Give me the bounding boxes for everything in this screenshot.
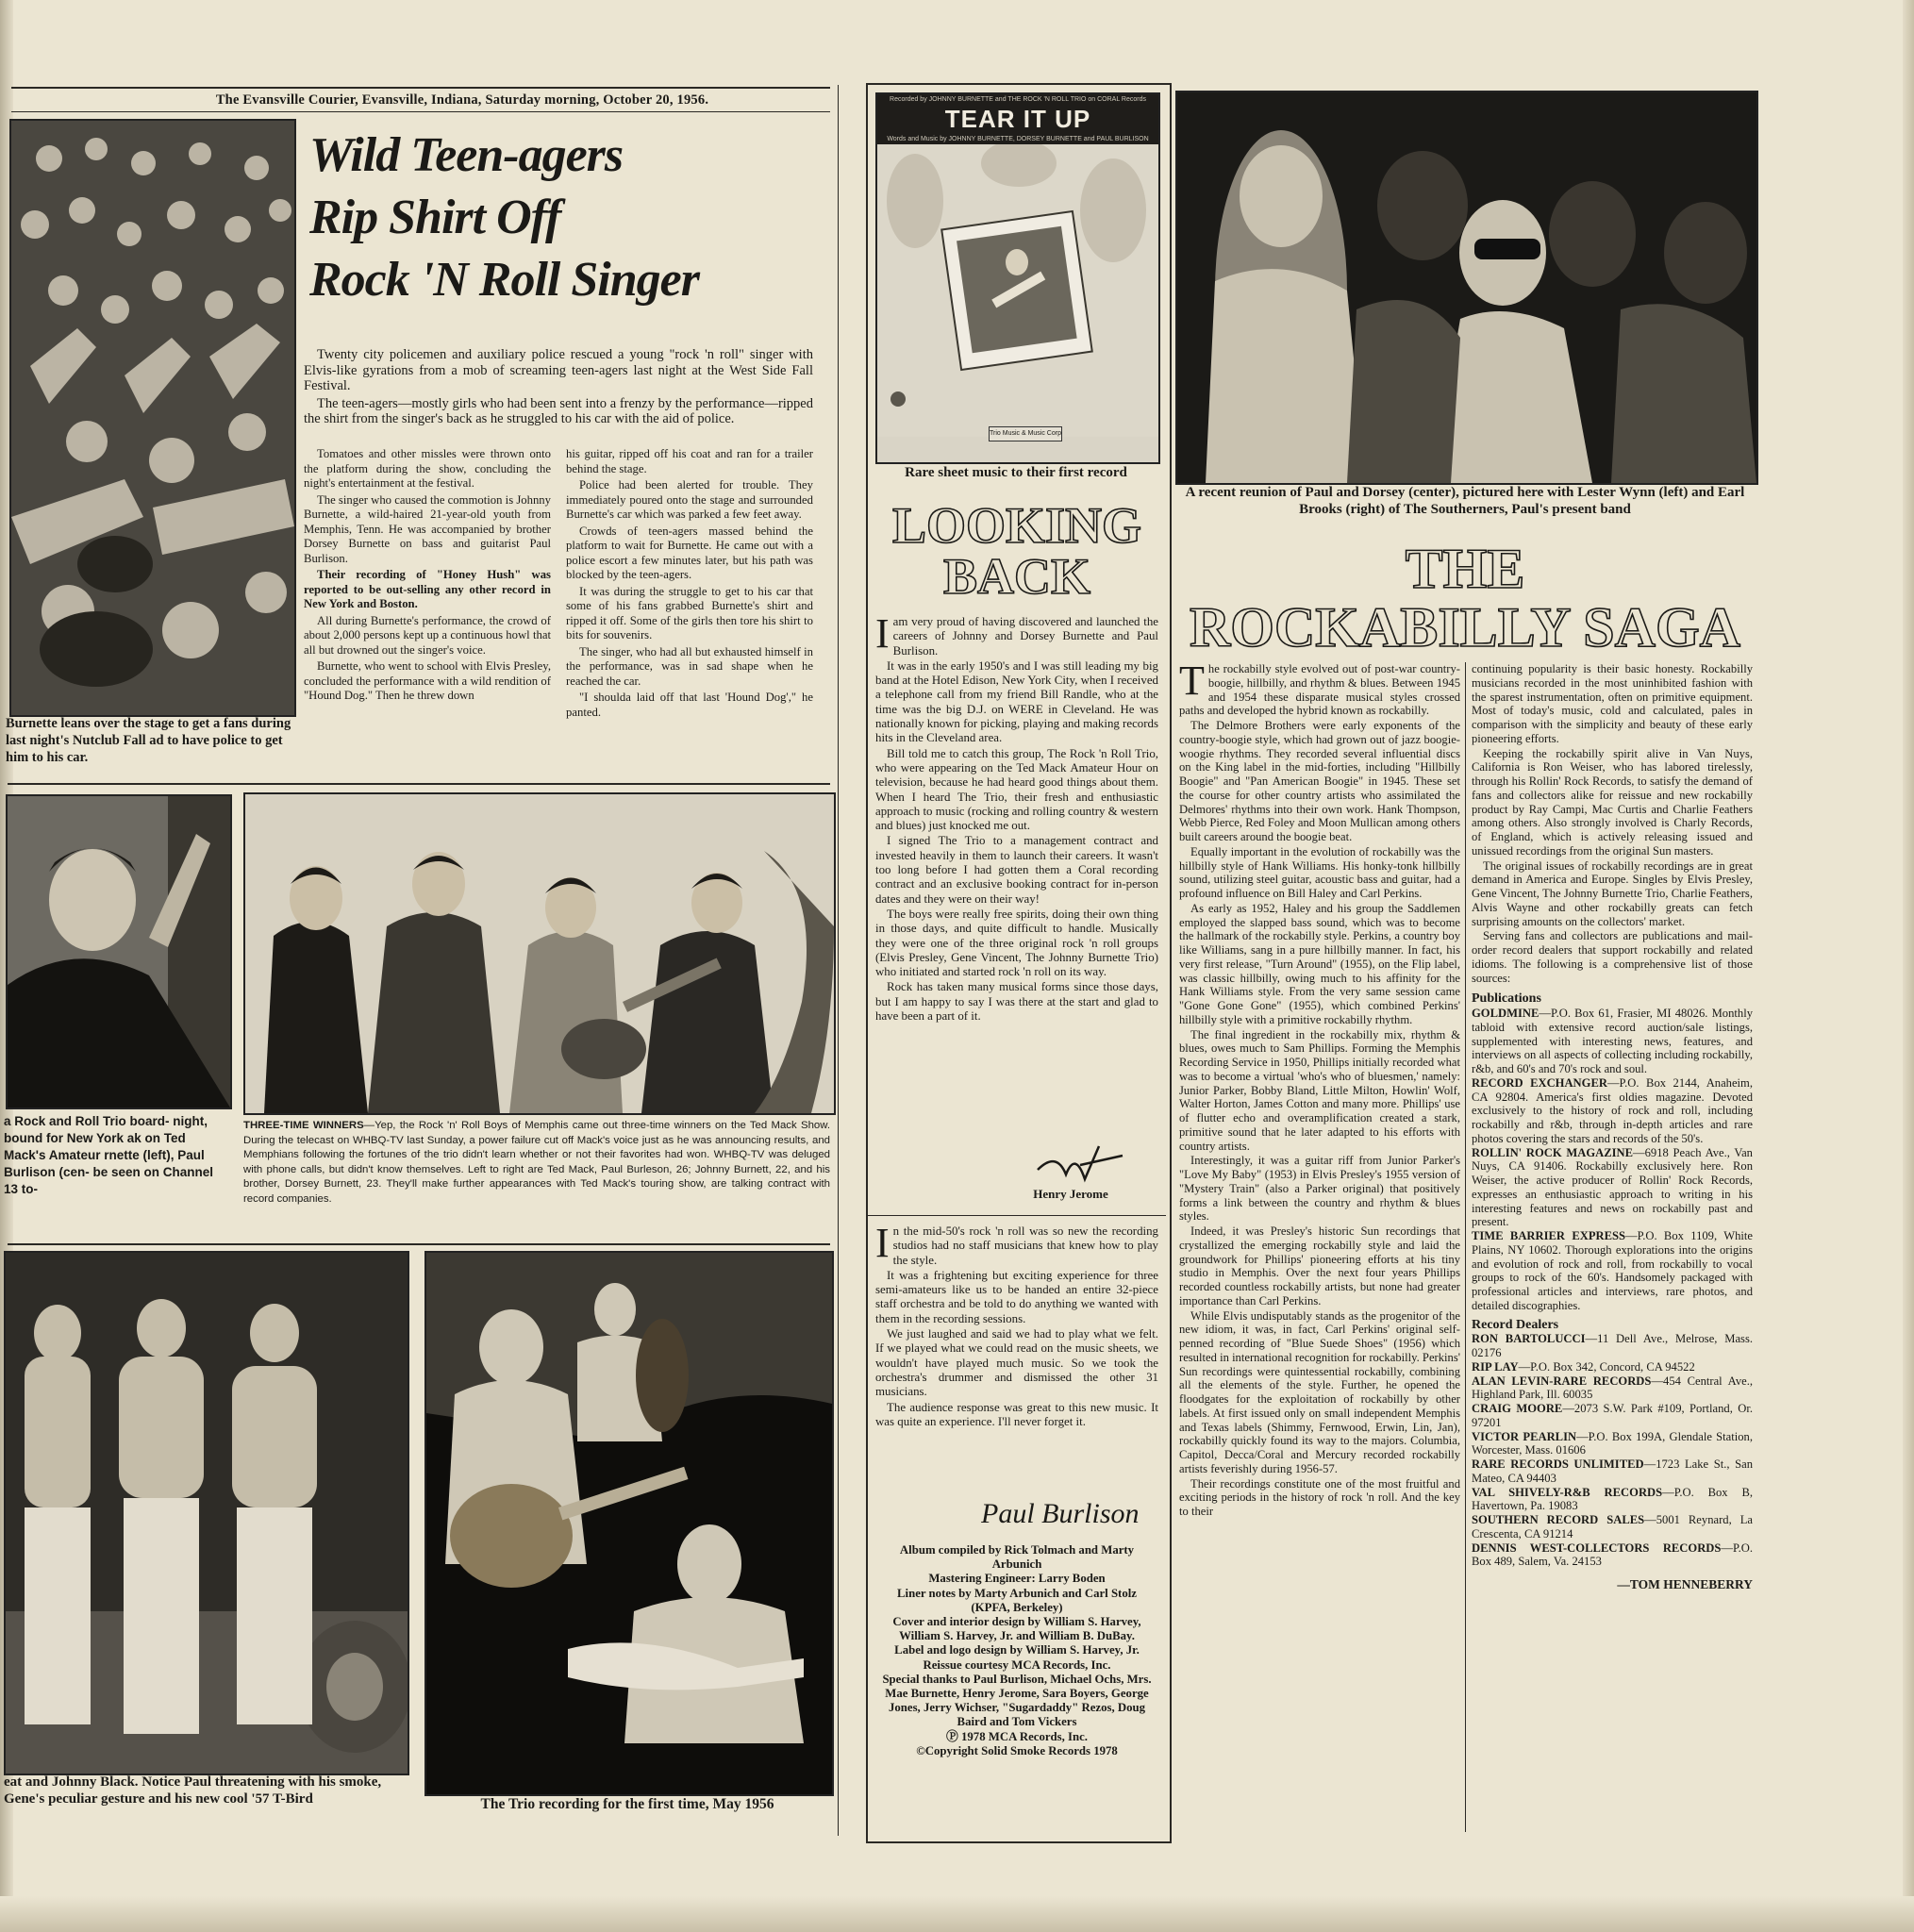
dealer-item: [1472, 1513, 1753, 1541]
column-rule: [1465, 662, 1466, 1832]
sheet-music-header: [877, 94, 1158, 144]
dealer-text: —P.O. Box 199A, Glendale Station, Worcester, Mass. 01606: [1472, 1429, 1753, 1457]
credit-line: Mastering Engineer: Larry Boden: [928, 1572, 1106, 1586]
dealer-item: [1472, 1457, 1753, 1486]
dealer-name: SOUTHERN RECORD SALES: [1472, 1513, 1645, 1526]
dealer-text: —11 Dell Ave., Melrose, Mass. 02176: [1472, 1332, 1753, 1359]
saga-paragraph: Serving fans and collectors are publications and mail-order record dealers that support rockabilly and related idioms. The following is a comprehensive list of those sources:: [1472, 929, 1753, 985]
section-rule: [8, 1243, 830, 1245]
article-col-1: [304, 447, 551, 796]
dealer-text: —P.O. Box 489, Salem, Va. 24153: [1472, 1541, 1753, 1569]
publication-item: [1472, 1146, 1753, 1230]
credit-line: Ⓟ 1978 MCA Records, Inc.: [946, 1729, 1088, 1743]
sheet-music-cover: [875, 92, 1160, 464]
crowd-caption: Burnette leans over the stage to get a fans during last night's Nutclub Fall ad to have police to get him to his car.: [6, 716, 291, 765]
saga-paragraph: The final ingredient in the rockabilly mix, rhythm & blues, owes much to Sam Phillips. Forming the Memphis Recording Service in 1950, Phillips initially recorded what was to become a virtual 'who's who of bluesmen,' namely: Junior Parker, Bobby Bland, Little Milton, Howlin' Wolf, Walter Horton, James Cotton and many more. Phillips' use of flutter echo and overamplification created a stark, primitive sound that he later adapted to his efforts with country artists.: [1179, 1027, 1460, 1153]
dealer-item: [1472, 1360, 1753, 1374]
dealer-text: —1723 Lake St., San Mateo, CA 94403: [1472, 1457, 1753, 1485]
credit-line: Liner notes by Marty Arbunich and Carl Stolz: [897, 1586, 1137, 1600]
trio-board-caption: a Rock and Roll Trio board- night, bound for New York ak on Ted Mack's Amateur rnette (left), Paul Burlison (cen- be seen on Channel 13 to-: [4, 1114, 214, 1196]
credit-line: ©Copyright Solid Smoke Records 1978: [916, 1743, 1118, 1757]
publication-item: [1472, 1229, 1753, 1313]
saga-paragraph: The original issues of rockabilly recordings are in great demand in America and Europe. Singles by Elvis Presley, Gene Vincent, The Johnny Burnette Trio, Charlie Feathers, Alvis Wayne and other rockabilly greats can fetch surprising amounts on the collectors' market.: [1472, 858, 1753, 928]
trio-board-photo: [6, 794, 232, 1109]
article-paragraph: All during Burnette's performance, the crowd of about 2,000 persons kept up a continuous howl that all but drowned out the singer's voice.: [304, 613, 551, 657]
henry-jerome-signature: [1028, 1141, 1132, 1189]
dealer-item: [1472, 1332, 1753, 1360]
saga-paragraph: Indeed, it was Presley's historic Sun recordings that crystallized the emerging rockabilly style and laid the groundwork for Phillips' pioneering efforts at his tiny studio in Memphis. Over the next four years Phillips recorded countless rockabilly artists, but none had greater importance than Carl Perkins.: [1179, 1224, 1460, 1307]
credit-line: Album compiled by Rick Tolmach and Marty Arbunich: [899, 1543, 1135, 1572]
dealer-name: RARE RECORDS UNLIMITED: [1472, 1457, 1644, 1471]
looking-back-paragraph: We just laughed and said we had to play what we felt. If we played what we could read on the music sheets, we wouldn't have played much music. So we took the orchestra's drummer and dismissed the other 31 musicians.: [875, 1327, 1158, 1399]
looking-back-paragraph: It was in the early 1950's and I was still leading my big band at the Hotel Edison, New York City, when I received a telephone call from my friend Bill Randle, who at the time was the big D.J. on WERE in Cleveland. He was nationally known for picking, playing and making records hits in the Cleveland area.: [875, 658, 1158, 745]
dealer-item: [1472, 1486, 1753, 1514]
saga-author: —TOM HENNEBERRY: [1617, 1577, 1753, 1591]
publication-item: [1472, 1076, 1753, 1146]
title-line: THE: [1405, 540, 1525, 600]
article-paragraph: Their recording of "Honey Hush" was reported to be out-selling any other record in New York and Boston.: [304, 568, 551, 610]
caption-body: —Yep, the Rock 'n' Roll Boys of Memphis came out three-time winners on the Ted Mack Show. During the telecast on WHBQ-TV last Sunday, a power failure cut off Mack's voice just as he was announcing results, and Memphians following the fortunes of the trio didn't learn whether or not their favorites had won. WHBQ-TV was deluged with phone calls, but didn't know themselves. Left to right are Ted Mack, Paul Burleson, 26; Johnny Burnett, 22, and his brother, Dorsey Burnett, 23. They'll make further appearances with Ted Mack's touring show, are talking contract with record companies.: [243, 1120, 830, 1205]
three-time-winners-caption: [243, 1119, 830, 1213]
lead-paragraph: Twenty city policemen and auxiliary police rescued a young "rock 'n roll" singer with Elvis-like gyrations from a mob of screaming teen-agers last night at the West Side Fall Festival.: [304, 347, 813, 393]
publication-text: —P.O. Box 61, Frasier, MI 48026. Monthly tabloid with extensive record auction/sale listings, supplemented with interesting news, features, and interviews on all aspects of collecting including rockabilly, r&b, and 60's and 70's rock and soul.: [1472, 1007, 1753, 1075]
dealer-text: —P.O. Box 342, Concord, CA 94522: [1518, 1359, 1695, 1374]
section-rule: [8, 783, 830, 785]
newspaper-masthead: The Evansville Courier, Evansville, Indiana, Saturday morning, October 20, 1956.: [215, 92, 709, 108]
dealer-text: —P.O. Box B, Havertown, Pa. 19083: [1472, 1485, 1753, 1513]
crowd-photo: [9, 119, 296, 717]
panel-rule: [868, 1215, 1166, 1216]
shirtless-photo: [4, 1251, 409, 1775]
publication-item: [1472, 1007, 1753, 1076]
looking-back-paragraph: The boys were really free spirits, doing their own thing in those days, and quite difficult to handle. Musically they were one of the three original rock 'n roll groups (Elvis Presley, Gene Vincent, The Johnny Burnette Trio) who initiated and started rock 'n roll on its way.: [875, 907, 1158, 979]
sheet-music-publisher: Trio Music & Music Corp: [989, 426, 1062, 441]
masthead-rule-lower: [11, 111, 830, 112]
dealer-item: [1472, 1430, 1753, 1458]
dealer-name: VAL SHIVELY-R&B RECORDS: [1472, 1485, 1663, 1499]
saga-paragraph: As early as 1952, Haley and his group the Saddlemen employed the slapped bass sound, which was to become the hallmark of the rockabilly style. Perkins, a country boy like Williams, sang in a pure hillbilly manner. In fact, his very first release, "Turn Around" (1955), on the Flip label, was classic hillbilly, owing much to his affinity for the Hank Williams style. From the very same session came "Gone Gone Gone" (1955), which combined Perkins' hillbilly style with a primitive rockabilly rhythm.: [1179, 901, 1460, 1026]
saga-paragraph: Their recordings constitute one of the most fruitful and exciting periods in the history of rock 'n roll. And the key to their: [1179, 1476, 1460, 1518]
headline-line-3: Rock 'N Roll Singer: [309, 253, 699, 307]
publication-text: —P.O. Box 1109, White Plains, NY 10602. Thorough explorations into the origins and evolution of rock and roll, from rockabilly to vocal groups to rock of the 60's. Handsomely packaged with professional articles and interviews, rare photos, and detailed discographies.: [1472, 1229, 1753, 1312]
dealer-text: —454 Central Ave., Highland Park, Ill. 60035: [1472, 1374, 1753, 1402]
saga-column-2: [1472, 662, 1753, 1838]
looking-back-paragraph: It was a frightening but exciting experience for three semi-amateurs like us to be handed an entire 32-piece staff orchestra and be told to do anything we wanted with them in the recording sessions.: [875, 1268, 1158, 1325]
article-col-2: [566, 447, 813, 796]
dealer-name: ALAN LEVIN-RARE RECORDS: [1472, 1374, 1652, 1388]
sleeve-edge: [1903, 0, 1914, 1932]
ted-mack-photo: [243, 792, 836, 1115]
credit-line: Special thanks to Paul Burlison, Michael Ochs, Mrs. Mae Burnette, Henry Jerome, Sara Boyers, George Jones, Jerry Wichser, "Sugardaddy" Rezos, Doug Baird and Tom Vickers: [882, 1672, 1152, 1729]
sheet-music-photo: [877, 144, 1158, 437]
rockabilly-saga-title: [1175, 540, 1755, 658]
looking-back-paragraph: I signed The Trio to a management contract and invested heavily in them to launch their careers. It wasn't too long before I had gotten them a Coral recording contract and an exclusive booking contract for in-person dates and they were on their way!: [875, 834, 1158, 906]
dealer-item: [1472, 1374, 1753, 1403]
headline-line-1: Wild Teen-agers: [309, 128, 624, 182]
dealer-item: [1472, 1541, 1753, 1570]
looking-back-paragraph: The audience response was great to this new music. It was quite an experience. I'll never forget it.: [875, 1400, 1158, 1428]
dealer-name: DENNIS WEST-COLLECTORS RECORDS: [1472, 1541, 1722, 1555]
caption-heading: THREE-TIME WINNERS: [243, 1120, 364, 1131]
title-line: BACK: [942, 548, 1090, 605]
article-paragraph: The singer, who had all but exhausted himself in the performance, was in sad shape when he reached the car.: [566, 644, 813, 688]
credit-line: Label and logo design by William S. Harvey, Jr.: [894, 1643, 1140, 1657]
saga-paragraph: While Elvis undisputably stands as the progenitor of the new idiom, it was, in fact, Carl Perkins' original self-penned recording of "Blue Suede Shoes" (1956) which resulted in international recognition for rockabilly. Perkins' Sun recordings were quintessential rockabilly, combining all the elements of the style. Further, he opened the floodgates for the exploitation of rockabilly by other labels. At first issued only on small independent Memphis and Texas labels (Shimmy, Fernwood, Erwin, Lin, Jan), rockabilly quickly found its way to the majors. Columbia, Capitol, Decca/Coral and Mercury recorded rockabilly artists feverishly during 1956-57.: [1179, 1308, 1460, 1475]
sleeve-bottom-edge: [0, 1896, 1914, 1932]
paul-burlison-text: [875, 1224, 1158, 1498]
publication-name: GOLDMINE: [1472, 1007, 1540, 1020]
article-paragraph: The singer who caused the commotion is Johnny Burnette, a wild-haired 21-year-old youth from Memphis, Tenn. He was accompanied by brother Dorsey Burnette on bass and guitarist Paul Burlison.: [304, 492, 551, 565]
publication-text: —6918 Peach Ave., Van Nuys, CA 91406. Rockabilly exclusively here. Ron Weiser, the active producer of Rollin' Rock Records, expresses an enthusiastic approach to writing in his interesting features and news on rockabilly past and present.: [1472, 1145, 1753, 1229]
publication-name: RECORD EXCHANGER: [1472, 1075, 1607, 1090]
article-paragraph: Burnette, who went to school with Elvis Presley, concluded the performance with a wild rendition of "Hound Dog." Then he threw down: [304, 659, 551, 702]
sheet-music-credit: Recorded by JOHNNY BURNETTE and THE ROCK 'N ROLL TRIO on CORAL Records: [890, 96, 1146, 103]
column-rule: [838, 85, 839, 1836]
saga-paragraph: The Delmore Brothers were early exponents of the country-boogie style, which had grown out of jazz boogie-woogie rhythms. They recorded several influential discs on the King label in the mid-forties, including "Hillbilly Boogie" and "Pan American Boogie" in 1945. These set the course for other country artists who assimilated the Delmores' rhythms into their own work. Hank Thompson, Webb Pierce, Red Foley and Moon Mullican among others built careers around the boogie beat.: [1179, 719, 1460, 843]
lead-paragraph: The teen-agers—mostly girls who had been sent into a frenzy by the performance—ripped the shirt from the singer's back as he struggled to his car with the aid of police.: [304, 395, 813, 426]
album-credits: [875, 1543, 1158, 1838]
saga-paragraph: Interestingly, it was a guitar riff from Junior Parker's "Love My Baby" (1953) in Elvis Presley's 1955 version of "Mystery Train" (also a Parker original) that positively forms a link between the country and rhythm & blues styles.: [1179, 1154, 1460, 1224]
looking-back-paragraph: Rock has taken many musical forms since those days, but I am happy to say I was there at the start and glad to have been a part of it.: [875, 980, 1158, 1024]
headline: [309, 125, 838, 311]
article-paragraph: Police had been alerted for trouble. They immediately poured onto the stage and surrounded Burnette's car which was parked a few feet away.: [566, 478, 813, 521]
headline-line-2: Rip Shirt Off: [309, 191, 561, 244]
credit-line: (KPFA, Berkeley): [971, 1600, 1063, 1614]
looking-back-paragraph: In the mid-50's rock 'n roll was so new the recording studios had no staff musicians that knew how to play the style.: [875, 1224, 1158, 1267]
saga-paragraph: Equally important in the evolution of rockabilly was the hillbilly style of Hank Williams. His honky-tonk hillbilly sound, utilizing steel guitar, acoustic bass and guitar, had a profound influence on Bill Haley and Carl Perkins.: [1179, 844, 1460, 900]
recording-session-photo: [424, 1251, 834, 1796]
saga-paragraph: The rockabilly style evolved out of post-war country-boogie, hillbilly, and rhythm & blues. Between 1945 and 1954 these disparate musical styles crossed paths and developed the hybrid known as rockabilly.: [1179, 662, 1460, 718]
henry-jerome-text: [875, 615, 1158, 1143]
title-line: ROCKABILLY SAGA: [1189, 596, 1741, 658]
article-lead: [304, 347, 813, 438]
saga-column-1: [1179, 662, 1460, 1838]
publication-name: TIME BARRIER EXPRESS: [1472, 1229, 1626, 1242]
article-paragraph: Crowds of teen-agers massed behind the platform to wait for Burnette. He came out with a police escort a few minutes later, but his path was blocked by the teen-agers.: [566, 524, 813, 581]
saga-paragraph: Keeping the rockabilly spirit alive in Van Nuys, California is Ron Weiser, who has labored tirelessly, through his Rollin' Rock Records, to satisfy the demand of fans and collectors alike for reissue and new rockabilly product by Ray Campi, Mac Curtis and Charlie Feathers among others. Also strongly involved is Charly Records, of England, which is actively releasing issued and unissued recordings from the original Sun masters.: [1472, 746, 1753, 858]
publication-text: —P.O. Box 2144, Anaheim, CA 92804. America's first oldies magazine. Devoted exclusively to the history of rock and roll, including rockabilly and r&b, through in-depth articles and rare photos covering the stars and records of the 50's.: [1472, 1075, 1753, 1145]
article-paragraph: It was during the struggle to get to his car that some of his fans grabbed Burnette's shirt and ripped it off. Some of the girls then tore his shirt to bits for souvenirs.: [566, 584, 813, 641]
credit-line: Reissue courtesy MCA Records, Inc.: [923, 1657, 1111, 1672]
looking-back-paragraph: Bill told me to catch this group, The Rock 'n Roll Trio, who were appearing on the Ted Mack Amateur Hour on television, because he had heard good things about them. When I heard The Trio, their fresh and enthusiastic approach to music (rocking and rolling country & western and blues) just knocked me out.: [875, 746, 1158, 833]
looking-back-paragraph: Iam very proud of having discovered and launched the careers of Johnny and Dorsey Burnette and Paul Burlison.: [875, 615, 1158, 658]
publications-heading: Publications: [1472, 991, 1541, 1007]
looking-back-title: [874, 500, 1160, 606]
article-paragraph: Tomatoes and other missles were thrown onto the platform during the show, concluding the night's entertainment at the festival.: [304, 447, 551, 490]
publication-name: ROLLIN' ROCK MAGAZINE: [1472, 1145, 1634, 1159]
dealers-heading: Record Dealers: [1472, 1317, 1559, 1332]
reunion-photo: [1175, 91, 1758, 485]
saga-paragraph: continuing popularity is their basic honesty. Rockabilly musicians recorded in the most uninhibited fashion with the sparest instrumentation, often on primitive equipment. Most of today's music, cold and calculated, pales in comparison with the simplicity and beauty of these early pioneering efforts.: [1472, 662, 1753, 745]
dealer-name: RIP LAY: [1472, 1359, 1519, 1374]
paul-burlison-signature: Paul Burlison: [981, 1498, 1140, 1529]
recording-caption: The Trio recording for the first time, May 1956: [480, 1796, 774, 1812]
article-paragraph: "I shoulda laid off that last 'Hound Dog'," he panted.: [566, 691, 813, 719]
shirtless-caption: eat and Johnny Black. Notice Paul threatening with his smoke, Gene's peculiar gesture and his new cool '57 T-Bird: [4, 1774, 382, 1807]
sheet-music-title: TEAR IT UP: [944, 105, 1091, 133]
dealer-name: RON BARTOLUCCI: [1472, 1332, 1586, 1346]
dealer-text: —5001 Reynard, La Crescenta, CA 91214: [1472, 1513, 1753, 1541]
sheet-music-authors: Words and Music by JOHNNY BURNETTE, DORSEY BURNETTE and PAUL BURLISON: [887, 136, 1149, 142]
article-paragraph: his guitar, ripped off his coat and ran for a trailer behind the stage.: [566, 447, 813, 475]
title-line: LOOKING: [891, 500, 1142, 554]
reunion-caption: A recent reunion of Paul and Dorsey (center), pictured here with Lester Wynn (left) and Earl Brooks (right) of The Southerners, Paul's present band: [1185, 485, 1745, 517]
sheet-music-caption: Rare sheet music to their first record: [905, 465, 1127, 480]
dealer-name: VICTOR PEARLIN: [1472, 1429, 1577, 1443]
dealer-text: —2073 S.W. Park #109, Portland, Or. 97201: [1472, 1402, 1753, 1429]
dealer-name: CRAIG MOORE: [1472, 1402, 1563, 1415]
henry-jerome-name: Henry Jerome: [1033, 1187, 1108, 1201]
credit-line: Cover and interior design by William S. Harvey, William S. Harvey, Jr. and William B. DuBay.: [892, 1615, 1141, 1643]
dealer-item: [1472, 1402, 1753, 1430]
masthead-rule: [11, 87, 830, 89]
